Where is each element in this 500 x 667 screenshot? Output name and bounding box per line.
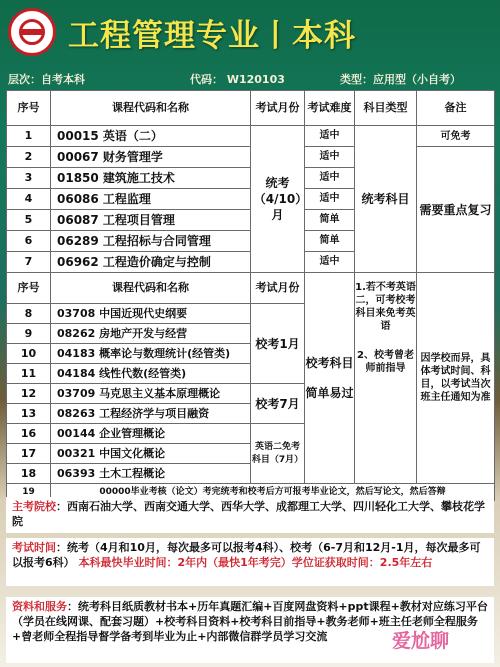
row-course: 08262 房地产开发与经营 bbox=[51, 324, 251, 344]
row-seq: 3 bbox=[7, 168, 51, 189]
row-course: 06962 工程造价确定与控制 bbox=[51, 252, 251, 273]
spacer bbox=[305, 371, 354, 385]
school-subject: 校考科目 bbox=[305, 356, 354, 370]
row-difficulty: 适中 bbox=[305, 168, 355, 189]
row-remark: 可免考 bbox=[417, 126, 495, 147]
spacer bbox=[355, 333, 416, 349]
exam-month-unified: 统考（4/10）月 bbox=[251, 126, 305, 273]
row-seq: 18 bbox=[7, 464, 51, 484]
notes-cell bbox=[355, 273, 417, 484]
row-course: 06086 工程监理 bbox=[51, 189, 251, 210]
col-exam-month: 考试月份 bbox=[251, 273, 305, 304]
row-course: 06289 工程招标与合同管理 bbox=[51, 231, 251, 252]
note-3: 因学校而异，具体考试时间、科目，以考试当次班主任通知为准 bbox=[417, 273, 495, 484]
row-difficulty: 适中 bbox=[305, 252, 355, 273]
time-label: 考试时间 bbox=[12, 541, 56, 554]
schools-text: ：西南石油大学、西南交通大学、西华大学、成都理工大学、四川轻化工大学、攀枝花学院 bbox=[12, 500, 485, 528]
row-course: 06393 土木工程概论 bbox=[51, 464, 251, 484]
row-seq: 7 bbox=[7, 252, 51, 273]
service-text: ：统考科目纸质教材书本+历年真题汇编+百度网盘资料+ppt课程+教材对应练习平台（学员在线网课、配套习题）+校考科目资料+校考科目前指导+教务老师+班主任老师全程服务+曾老师全程指导督学备考到毕业为止+内部微信群学员学习交流 bbox=[12, 600, 488, 643]
row-course: 00015 英语（二） bbox=[51, 126, 251, 147]
time-highlight: 本科最快毕业时间：2年内（最快1年考完）学位证获取时间：2.5年左右 bbox=[78, 556, 433, 569]
table2-header bbox=[7, 273, 495, 304]
graduation-text: 00000毕业考核（论文）考完统考和校考后方可报考毕业论文，然后写论文，然后答辩 bbox=[51, 484, 495, 501]
note-2: 2、校考曾老师前指导 bbox=[357, 350, 414, 374]
row-course: 03708 中国近现代史纲要 bbox=[51, 304, 251, 324]
col-course: 课程代码和名称 bbox=[51, 273, 251, 304]
row-difficulty: 简单 bbox=[305, 231, 355, 252]
subject-type-unified: 统考科目 bbox=[355, 126, 417, 273]
course-table bbox=[6, 90, 495, 501]
month-b: 校考7月 bbox=[251, 384, 305, 424]
table-row bbox=[7, 126, 495, 147]
type-label: 类型：应用型（小自考） bbox=[340, 73, 461, 86]
row-course: 01850 建筑施工技术 bbox=[51, 168, 251, 189]
row-seq: 10 bbox=[7, 344, 51, 364]
row-seq: 9 bbox=[7, 324, 51, 344]
note-1: 1.若不考英语二，可考校考科目来免考英语 bbox=[355, 282, 416, 332]
row-course: 00067 财务管理学 bbox=[51, 147, 251, 168]
schools-block bbox=[6, 497, 494, 533]
row-seq: 13 bbox=[7, 404, 51, 424]
row-course: 04183 概率论与数理统计(经管类) bbox=[51, 344, 251, 364]
remark-key: 需要重点复习 bbox=[417, 147, 495, 273]
col-course: 课程代码和名称 bbox=[51, 91, 251, 126]
col-exam-month: 考试月份 bbox=[251, 91, 305, 126]
row-seq: 17 bbox=[7, 444, 51, 464]
month-c: 英语二免考科目（7月） bbox=[251, 424, 305, 484]
row-seq: 4 bbox=[7, 189, 51, 210]
row-seq: 12 bbox=[7, 384, 51, 404]
col-seq: 序号 bbox=[7, 91, 51, 126]
row-course: 00144 企业管理概论 bbox=[51, 424, 251, 444]
row-difficulty: 适中 bbox=[305, 126, 355, 147]
header bbox=[0, 0, 500, 70]
row-course: 06087 工程项目管理 bbox=[51, 210, 251, 231]
row-seq: 19 bbox=[7, 484, 51, 501]
row-seq: 1 bbox=[7, 126, 51, 147]
row-seq: 2 bbox=[7, 147, 51, 168]
row-seq: 11 bbox=[7, 364, 51, 384]
row-course: 04184 线性代数(经管类) bbox=[51, 364, 251, 384]
col-subject-type: 科目类型 bbox=[355, 91, 417, 126]
logo-bar bbox=[22, 29, 42, 35]
school-subject-cell bbox=[305, 273, 355, 484]
watermark: 爱尬聊 bbox=[392, 630, 450, 652]
row-difficulty: 适中 bbox=[305, 189, 355, 210]
row-course: 03709 马克思主义基本原理概论 bbox=[51, 384, 251, 404]
col-seq: 序号 bbox=[7, 273, 51, 304]
school-logo-icon bbox=[8, 8, 56, 56]
col-difficulty: 考试难度 bbox=[305, 91, 355, 126]
month-a: 校考1月 bbox=[251, 304, 305, 384]
time-text: ：统考（4月和10月，每次最多可以报考4科）、校考（6-7月和12月-1月，每次最多可以报考6科） bbox=[12, 541, 481, 569]
easy-pass: 简单易过 bbox=[305, 386, 354, 400]
row-seq: 6 bbox=[7, 231, 51, 252]
schools-label: 主考院校 bbox=[12, 500, 56, 513]
row-seq: 5 bbox=[7, 210, 51, 231]
row-seq: 16 bbox=[7, 424, 51, 444]
row-difficulty: 简单 bbox=[305, 210, 355, 231]
row-seq: 8 bbox=[7, 304, 51, 324]
col-remarks: 备注 bbox=[417, 91, 495, 126]
level-label: 层次：自考本科 bbox=[8, 73, 85, 86]
table1-header bbox=[7, 91, 495, 126]
time-block bbox=[6, 538, 494, 586]
code-label: 代码： W120103 bbox=[190, 73, 285, 86]
page-title: 工程管理专业丨本科 bbox=[68, 18, 356, 54]
row-difficulty: 适中 bbox=[305, 147, 355, 168]
row-course: 08263 工程经济学与项目融资 bbox=[51, 404, 251, 424]
row-course: 00321 中国文化概论 bbox=[51, 444, 251, 464]
service-label: 资料和服务 bbox=[12, 600, 67, 613]
